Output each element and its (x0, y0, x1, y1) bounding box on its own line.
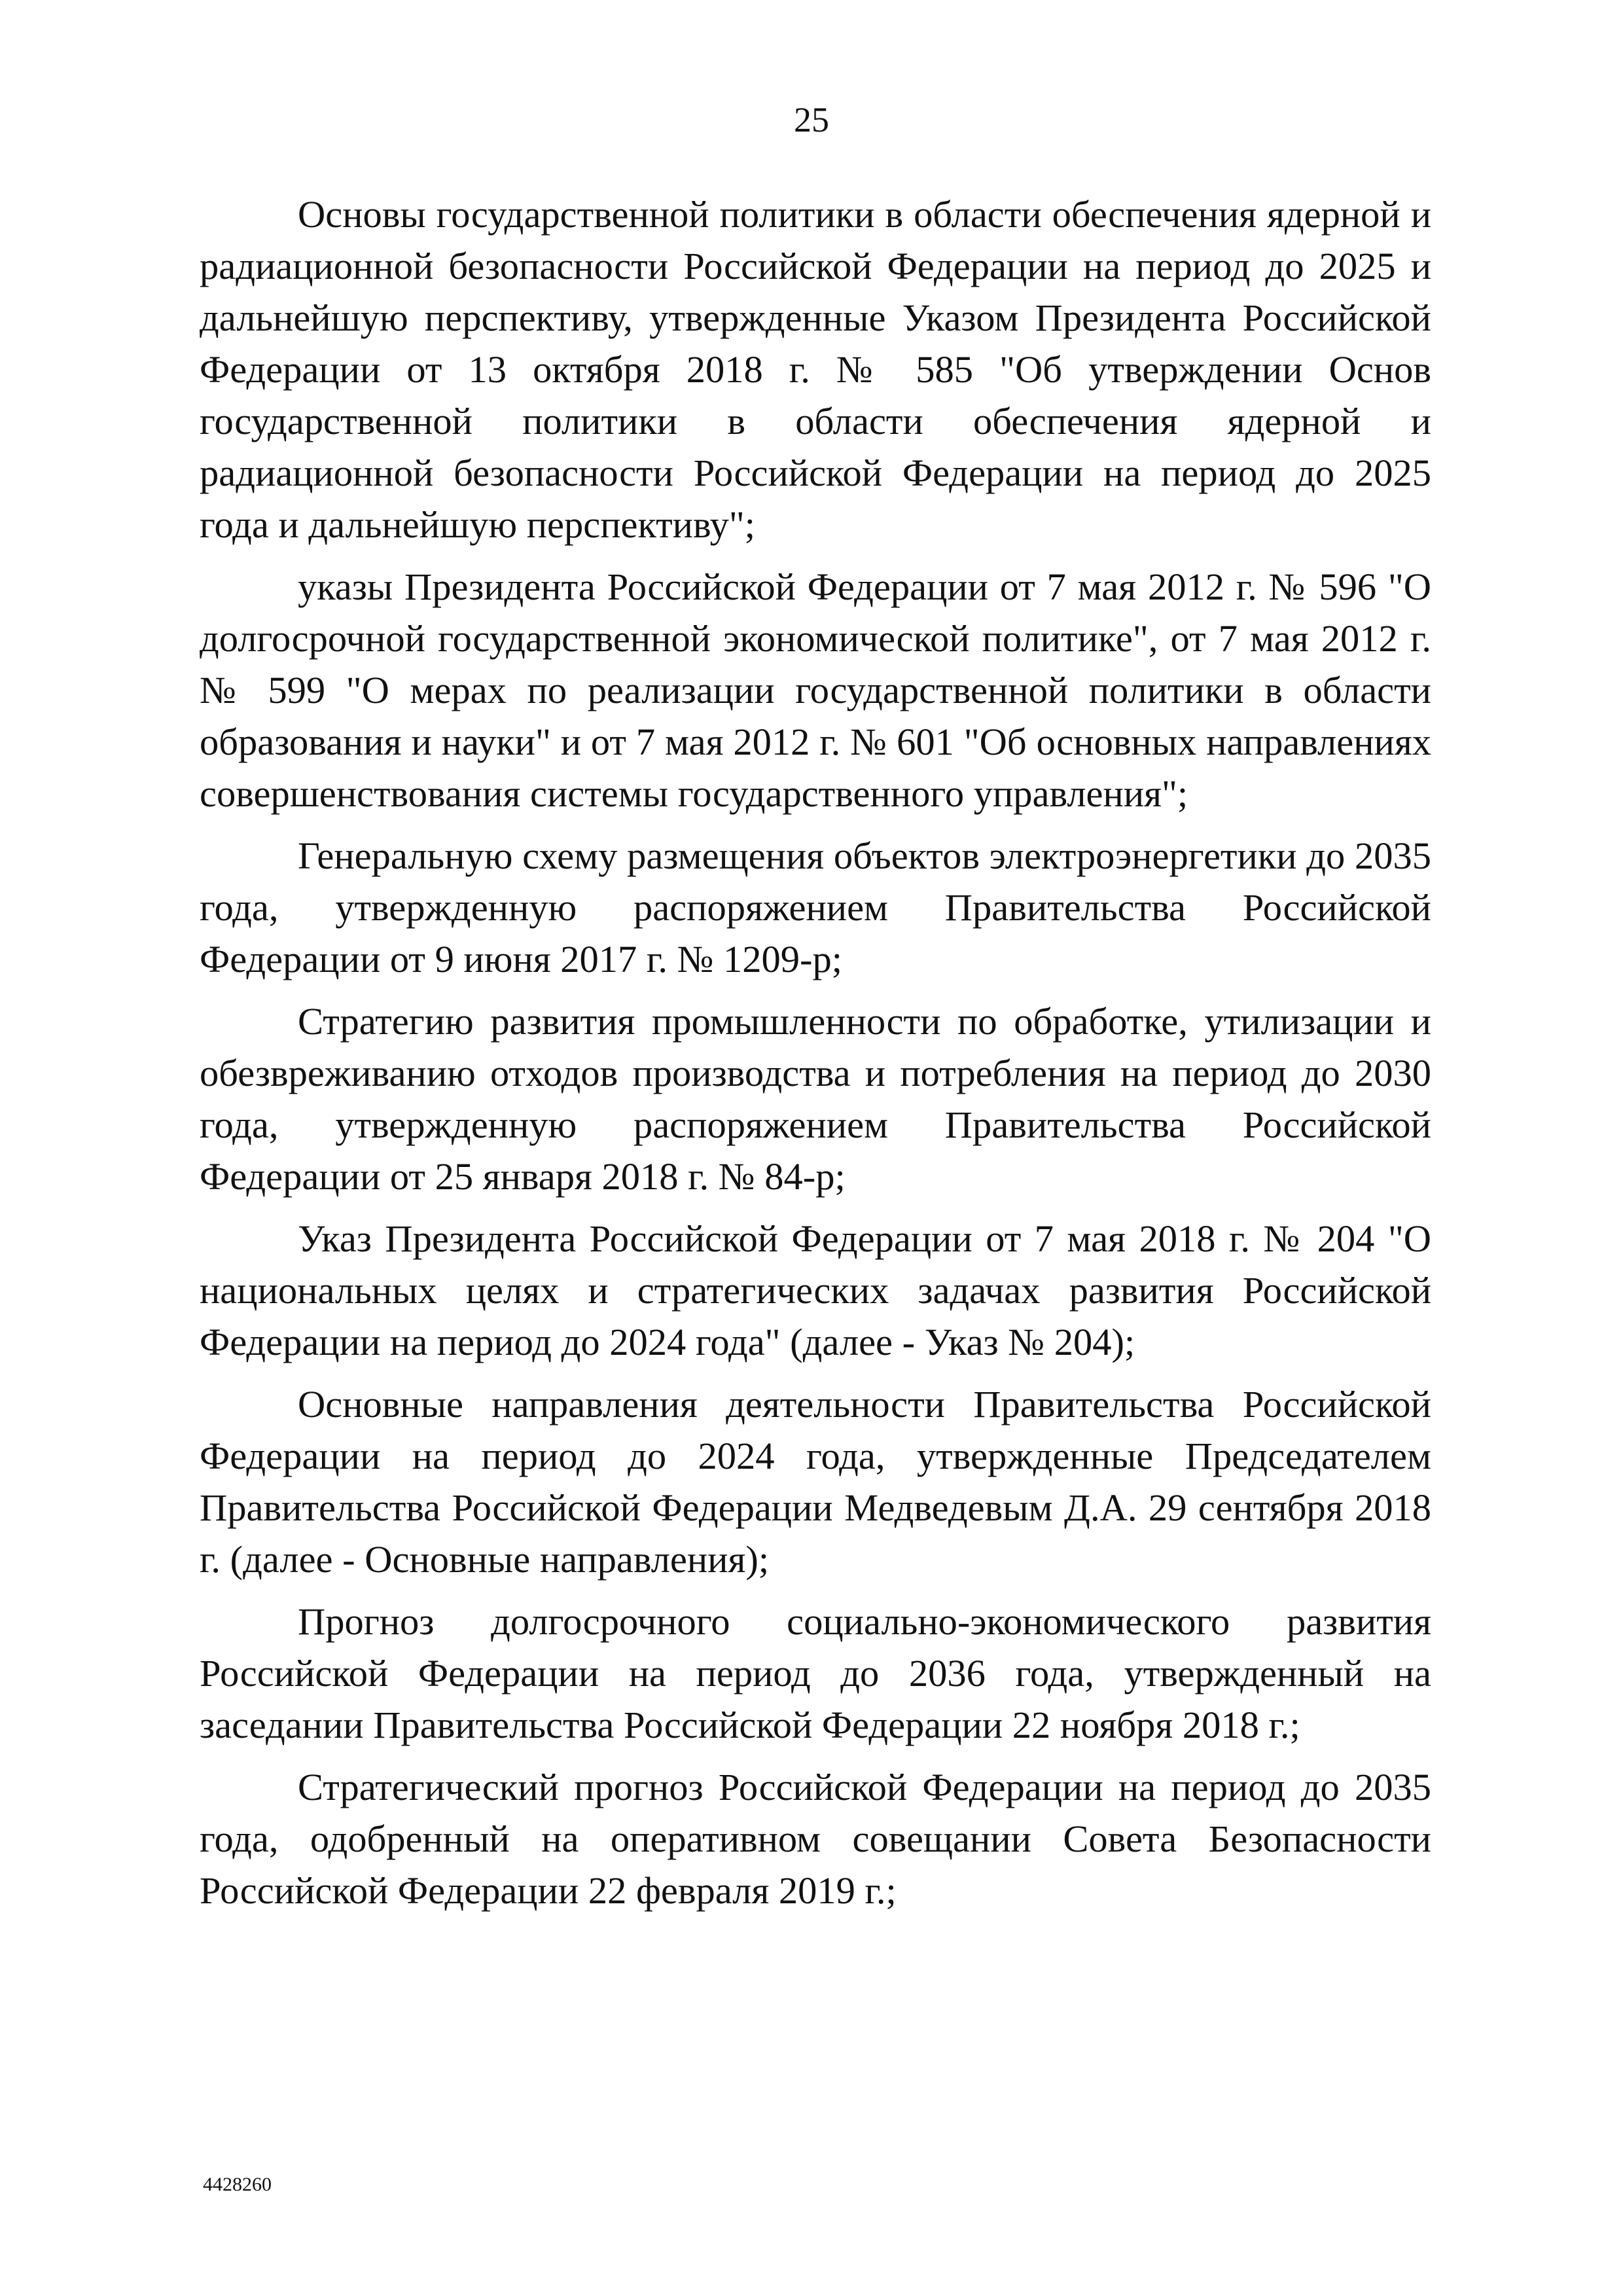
paragraph-waste-industry-strategy: Стратегию развития промышленности по обработке, утилизации и обезвреживанию отходов производства и потребления на период до 2030 года, утвержденную распоряжением Правительства Российской Федерации от 25 января 2018 г. № 84-р; (200, 1000, 1431, 1198)
paragraph-presidential-decrees-2012: указы Президента Российской Федерации от 7 мая 2012 г. № 596 "О долгосрочной государственной экономической политике", от 7 мая 2012 г. № 599 "О мерах по реализации государственной политики в области образования и науки" и от 7 мая 2012 г. № 601 "Об основных направлениях совершенствования системы государственного управления"; (200, 565, 1431, 815)
paragraph-decree-204: Указ Президента Российской Федерации от 7 мая 2018 г. № 204 "О национальных целях и стратегических задачах развития Российской Федерации на период до 2024 года" (далее - Указ № 204); (200, 1217, 1431, 1363)
document-code: 4428260 (203, 2174, 272, 2195)
paragraph-long-term-forecast: Прогноз долгосрочного социально-экономического развития Российской Федерации на период до 2036 года, утвержденный на заседании Правительства Российской Федерации 22 ноября 2018 г.; (200, 1600, 1431, 1746)
document-body (200, 188, 1431, 1927)
paragraph-nuclear-safety-policy: Основы государственной политики в области обеспечения ядерной и радиационной безопасности Российской Федерации на период до 2025 и дальнейшую перспективу, утвержденные Указом Президента Российской Федерации от 13 октября 2018 г. № 585 "Об утверждении Основ государственной политики в области обеспечения ядерной и радиационной безопасности Российской Федерации на период до 2025 года и дальнейшую перспективу"; (200, 193, 1431, 546)
paragraph-government-main-directions: Основные направления деятельности Правительства Российской Федерации на период до 2024 года, утвержденные Председателем Правительства Российской Федерации Медведевым Д.А. 29 сентября 2018 г. (далее - Основные направления); (200, 1383, 1431, 1581)
page-number: 25 (794, 100, 829, 139)
paragraph-strategic-forecast: Стратегический прогноз Российской Федерации на период до 2035 года, одобренный на оперативном совещании Совета Безопасности Российской Федерации 22 февраля 2019 г.; (200, 1766, 1431, 1912)
paragraph-power-facilities-scheme: Генеральную схему размещения объектов электроэнергетики до 2035 года, утвержденную распоряжением Правительства Российской Федерации от 9 июня 2017 г. № 1209-р; (200, 834, 1431, 980)
